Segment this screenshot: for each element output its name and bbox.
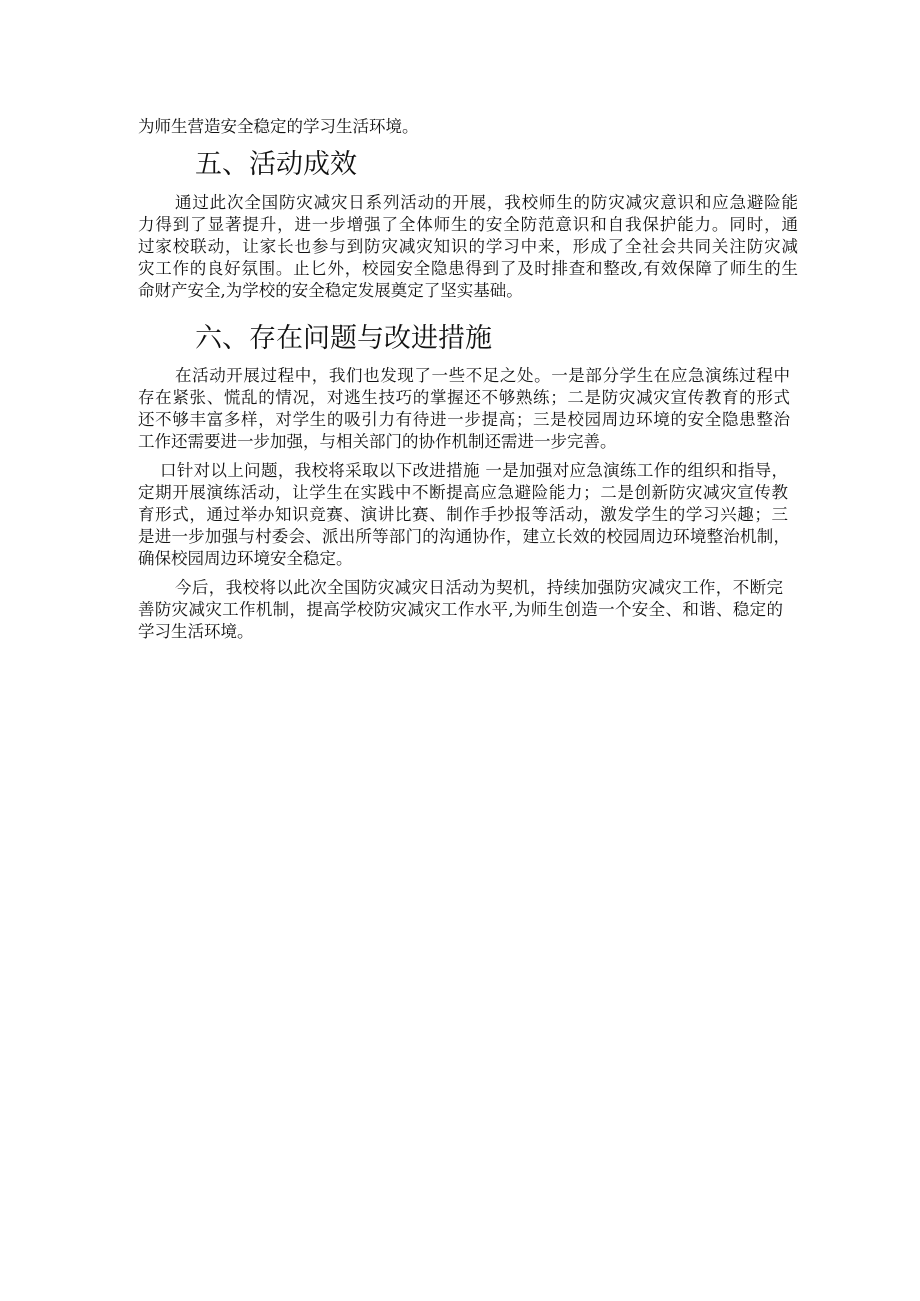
paragraph-line: 在活动开展过程中，我们也发现了一些不足之处。一是部分学生在应急演练过程中 <box>175 366 790 385</box>
section-five-heading: 五、活动成效 <box>195 149 357 180</box>
paragraph-line: 过家校联动，让家长也参与到防灾减灾知识的学习中来，形成了全社会共同关注防灾减 <box>138 237 798 256</box>
paragraph-line: 命财产安全,为学校的安全稳定发展奠定了坚实基础。 <box>138 281 523 300</box>
section-six-heading: 六、存在问题与改进措施 <box>195 323 492 354</box>
paragraph-line: 今后，我校将以此次全国防灾减灾日活动为契机，持续加强防灾减灾工作，不断完 <box>175 578 783 597</box>
paragraph-line: 善防灾减灾工作机制，提高学校防灾减灾工作水平,为师生创造一个安全、和谐、稳定的 <box>138 600 783 619</box>
paragraph-line: 灾工作的良好氛围。止匕外，校园安全隐患得到了及时排查和整改,有效保障了师生的生 <box>138 259 798 278</box>
paragraph-line: 定期开展演练活动，让学生在实践中不断提高应急避险能力；二是创新防灾减灾宣传教 <box>138 483 788 502</box>
paragraph-line: 确保校园周边环境安全稳定。 <box>138 549 353 568</box>
intro-tail-line: 为师生营造安全稳定的学习生活环境。 <box>138 117 419 136</box>
paragraph-line: 是进一步加强与村委会、派出所等部门的沟通协作，建立长效的校园周边环境整治机制， <box>138 527 790 546</box>
paragraph-line: 学习生活环境。 <box>138 622 254 641</box>
paragraph-line: 口针对以上问题，我校将采取以下改进措施 一是加强对应急演练工作的组织和指导， <box>160 461 788 480</box>
paragraph-line: 通过此次全国防灾减灾日系列活动的开展，我校师生的防灾减灾意识和应急避险能 <box>175 193 798 212</box>
paragraph-line: 存在紧张、慌乱的情况，对逃生技巧的掌握还不够熟练；二是防灾减灾宣传教育的形式 <box>138 388 790 407</box>
paragraph-line: 力得到了显著提升，进一步增强了全体师生的安全防范意识和自我保护能力。同时，通 <box>138 215 798 234</box>
paragraph-line: 育形式，通过举办知识竞赛、演讲比赛、制作手抄报等活动，激发学生的学习兴趣；三 <box>138 505 788 524</box>
paragraph-line: 还不够丰富多样，对学生的吸引力有待进一步提高；三是校园周边环境的安全隐患整治 <box>138 410 790 429</box>
paragraph-line: 工作还需要进一步加强，与相关部门的协作机制还需进一步完善。 <box>138 432 617 451</box>
